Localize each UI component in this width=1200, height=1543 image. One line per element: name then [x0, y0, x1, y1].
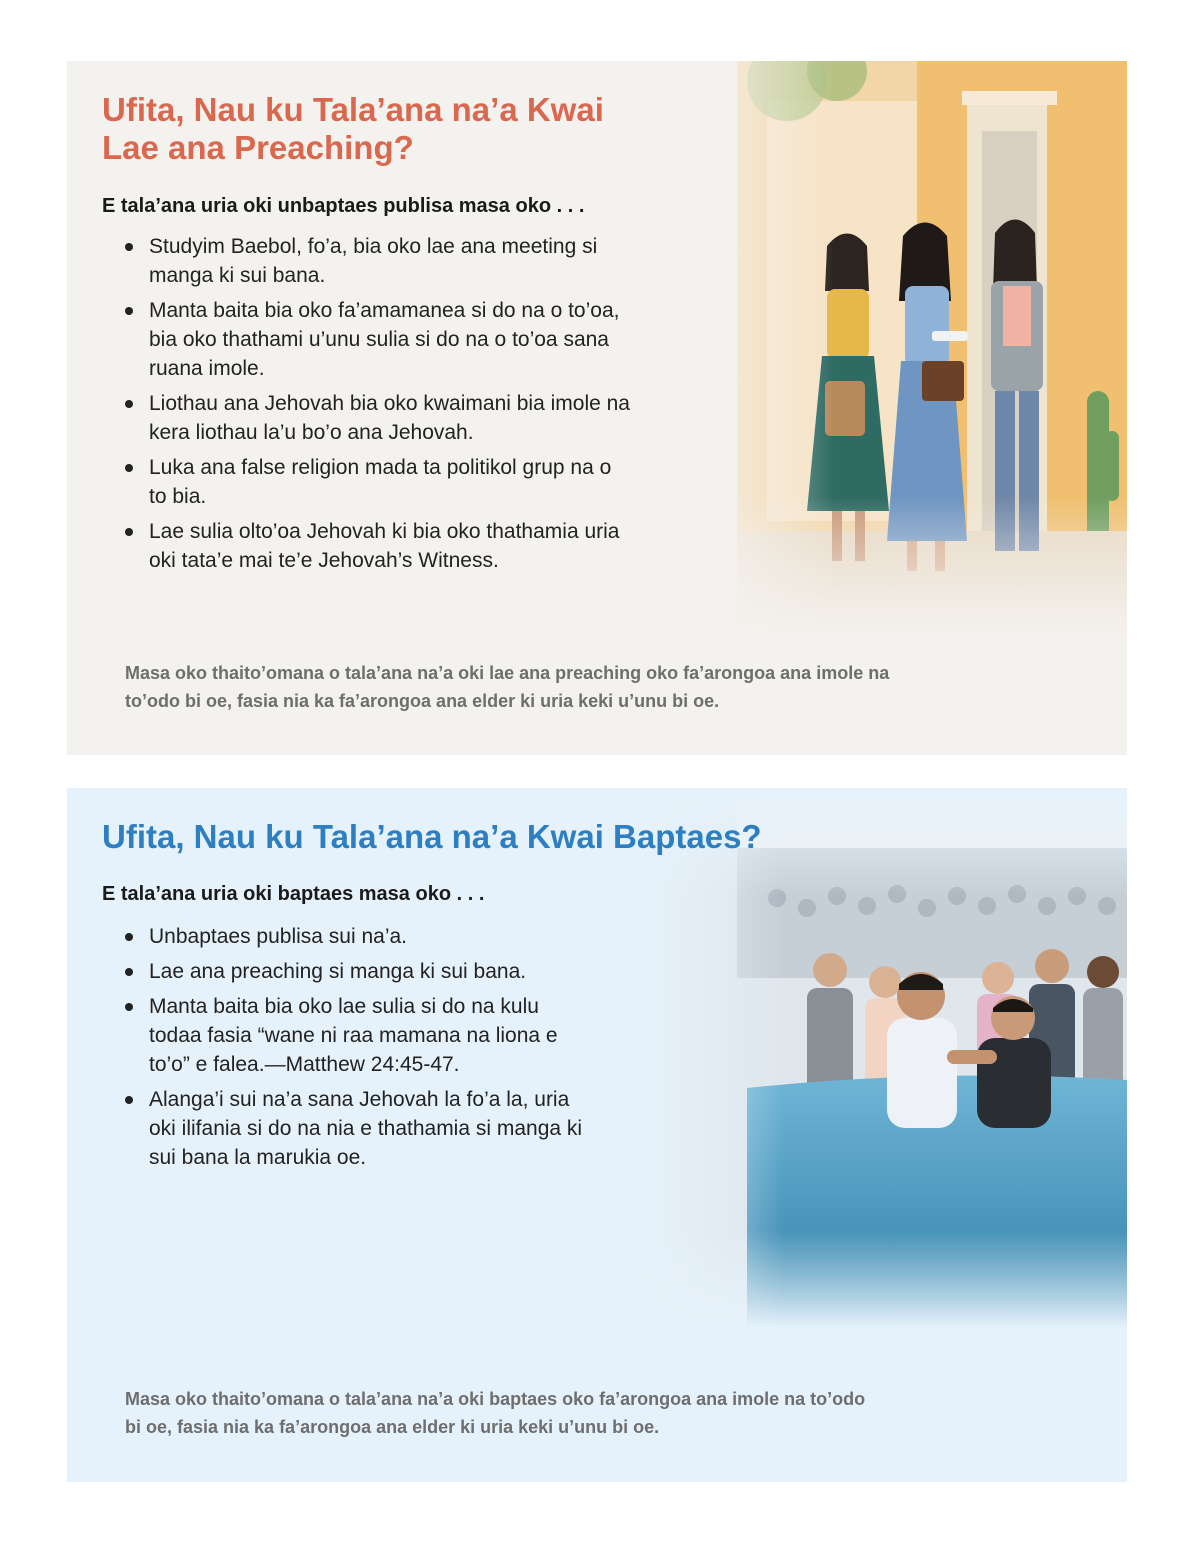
list-item — [122, 992, 592, 1079]
baptism-illustration — [637, 788, 1127, 1328]
bullet-icon — [125, 400, 133, 408]
list-item-text: Lae sulia olto’oa Jehovah ki bia oko thathamia uria oki tata’e mai te’e Jehovah’s Witness. — [149, 520, 620, 572]
bullet-list — [122, 922, 592, 1178]
bullet-icon — [125, 968, 133, 976]
list-item — [122, 1085, 592, 1172]
list-item-text: Luka ana false religion mada ta politikol grup na o to bia. — [149, 456, 612, 508]
section-lead: E tala’ana uria oki baptaes masa oko . . . — [102, 883, 485, 905]
list-item — [122, 453, 632, 511]
bullet-icon — [125, 1096, 133, 1104]
list-item — [122, 957, 592, 986]
bullet-icon — [125, 933, 133, 941]
list-item — [122, 389, 632, 447]
list-item-text: Manta baita bia oko fa’amamanea si do na o to’oa, bia oko thathami u’unu sulia si do na o to’oa sana ruana imole. — [149, 299, 620, 380]
list-item-text: Alanga’i sui na’a sana Jehovah la fo’a la, uria oki ilifania si do na nia e thathamia si manga ki sui bana la marukia oe. — [149, 1088, 583, 1169]
section-lead: E tala’ana uria oki unbaptaes publisa masa oko . . . — [102, 195, 585, 217]
section-title: Ufita, Nau ku Tala’ana na’a Kwai Lae ana Preaching? — [102, 91, 604, 166]
list-item — [122, 296, 632, 383]
preaching-section — [67, 61, 1127, 755]
list-item-text: Studyim Baebol, fo’a, bia oko lae ana meeting si manga ki sui bana. — [149, 235, 598, 287]
list-item — [122, 232, 632, 290]
section-note: Masa oko thaito’omana o tala’ana na’a oki lae ana preaching oko fa’arongoa ana imole na to’odo bi oe, fasia nia ka fa’arongoa ana elder ki uria keki u’unu bi oe. — [125, 663, 890, 711]
section-note: Masa oko thaito’omana o tala’ana na’a oki baptaes oko fa’arongoa ana imole na to’odo bi oe, fasia nia ka fa’arongoa ana elder ki uria keki u’unu bi oe. — [125, 1389, 866, 1437]
bullet-icon — [125, 307, 133, 315]
preaching-illustration — [677, 61, 1127, 641]
bullet-icon — [125, 528, 133, 536]
section-title: Ufita, Nau ku Tala’ana na’a Kwai Baptaes? — [102, 818, 762, 855]
bullet-icon — [125, 243, 133, 251]
list-item-text: Lae ana preaching si manga ki sui bana. — [149, 960, 527, 983]
bullet-icon — [125, 1003, 133, 1011]
list-item-text: Unbaptaes publisa sui na’a. — [149, 925, 408, 948]
list-item — [122, 922, 592, 951]
list-item-text: Manta baita bia oko lae sulia si do na kulu todaa fasia “wane ni raa mamana na liona e to’o” e falea.—Matthew 24:45-47. — [149, 995, 558, 1076]
list-item — [122, 517, 632, 575]
bullet-icon — [125, 464, 133, 472]
list-item-text: Liothau ana Jehovah bia oko kwaimani bia imole na kera liothau la’u bo’o ana Jehovah. — [149, 392, 630, 444]
baptism-section — [67, 788, 1127, 1482]
bullet-list — [122, 232, 632, 581]
